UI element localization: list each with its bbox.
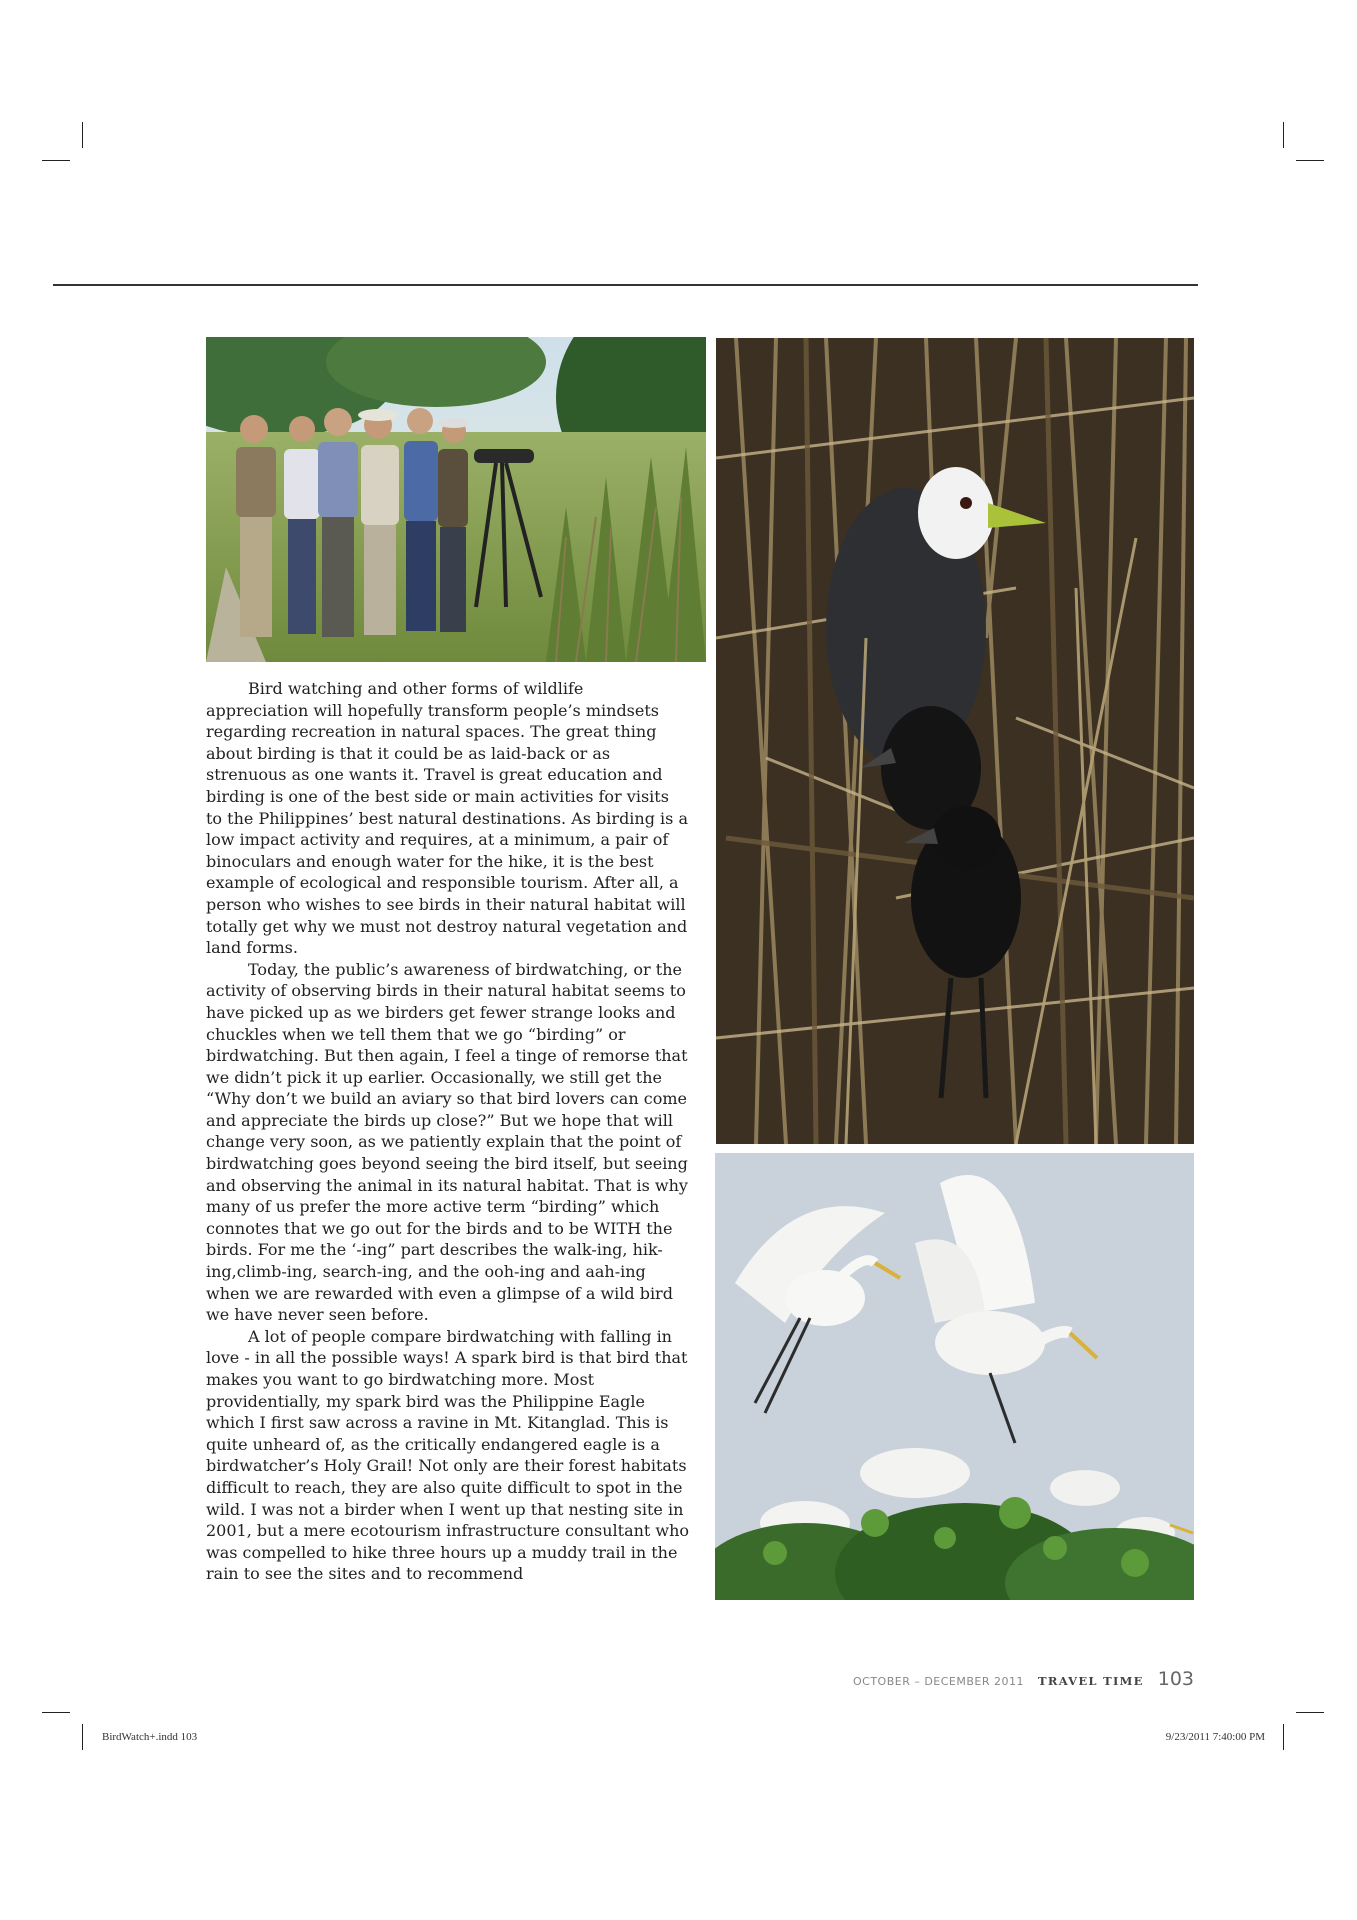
article-paragraph: Today, the public’s awareness of birdwatching, or the activity of observing birds in their natural habitat seems to have picked up as we birders get fewer strange looks and chuckles when we tell them that we go “birding” or birdwatching. But then again, I feel a tinge of remorse that we didn’t pick it up earlier. Occasionally, we still get the “Why don’t we build an aviary so that bird lovers can come and appreciate the birds up close?” But we hope that will change very soon, as we patiently explain that the point of birdwatching goes beyond seeing the bird itself, but seeing and observing the animal in its natural habitat. That is why many of us prefer the more active term “birding” which connotes that we go out for the birds and to be WITH the birds. For me the ‘-ing” part describes the walk-ing, hik-ing,climb-ing, search-ing, and the ooh-ing and aah-ing when we are rewarded with even a glimpse of a wild bird we have never seen before. bbox=[206, 959, 688, 1325]
page-folio bbox=[853, 1668, 1194, 1690]
article-paragraph: A lot of people compare birdwatching with falling in love - in all the possible ways! A spark bird is that bird that makes you want to go birdwatching more. Most providentially, my spark bird was the Philippine Eagle which I first saw across a ravine in Mt. Kitanglad. This is quite unheard of, as the critically endangered eagle is a birdwatcher’s Holy Grail! Not only are their forest habitats difficult to reach, they are also quite difficult to spot in the wild. I was not a birder when I went up that nesting site in 2001, but a mere ecotourism infrastructure consultant who was compelled to hike three hours up a muddy trail in the rain to see the sites and to recommend bbox=[206, 1326, 690, 1584]
crop-mark bbox=[1296, 1712, 1324, 1713]
crop-mark bbox=[1296, 160, 1324, 161]
photo-waterhen-with-chicks bbox=[716, 338, 1194, 1144]
article-paragraph: Bird watching and other forms of wildlife appreciation will hopefully transform people’s mindsets regarding recreation in natural spaces. The great thing about birding is that it could be as laid-back or as strenuous as one wants it. Travel is great education and birding is one of the best side or main activities for visits to the Philippines’ best natural destinations. As birding is a low impact activity and requires, at a minimum, a pair of binoculars and enough water for the hike, it is the best example of ecological and responsible tourism. After all, a person who wishes to see birds in their natural habitat will totally get why we must not destroy natural vegetation and land forms. bbox=[206, 679, 689, 958]
header-rule bbox=[53, 284, 1198, 286]
crop-mark bbox=[1283, 1724, 1284, 1750]
slug-filename: BirdWatch+.indd 103 bbox=[102, 1731, 198, 1743]
crop-mark bbox=[42, 1712, 70, 1713]
crop-mark bbox=[82, 1724, 83, 1750]
crop-mark bbox=[82, 122, 83, 148]
crop-mark bbox=[1283, 122, 1284, 148]
waterhen-illustration bbox=[716, 338, 1194, 1144]
egrets-illustration bbox=[715, 1153, 1194, 1600]
article-body bbox=[206, 678, 690, 1585]
photo-egrets-on-tree bbox=[715, 1153, 1194, 1600]
slug-timestamp: 9/23/2011 7:40:00 PM bbox=[1165, 1731, 1265, 1743]
page-number: 103 bbox=[1157, 1668, 1194, 1690]
magazine-name: TRAVEL TIME bbox=[1038, 1674, 1144, 1688]
issue-date: OCTOBER – DECEMBER 2011 bbox=[852, 1675, 1025, 1688]
photo-birdwatchers-group bbox=[206, 337, 706, 662]
crop-mark bbox=[42, 160, 70, 161]
birdwatchers-illustration bbox=[206, 337, 706, 662]
